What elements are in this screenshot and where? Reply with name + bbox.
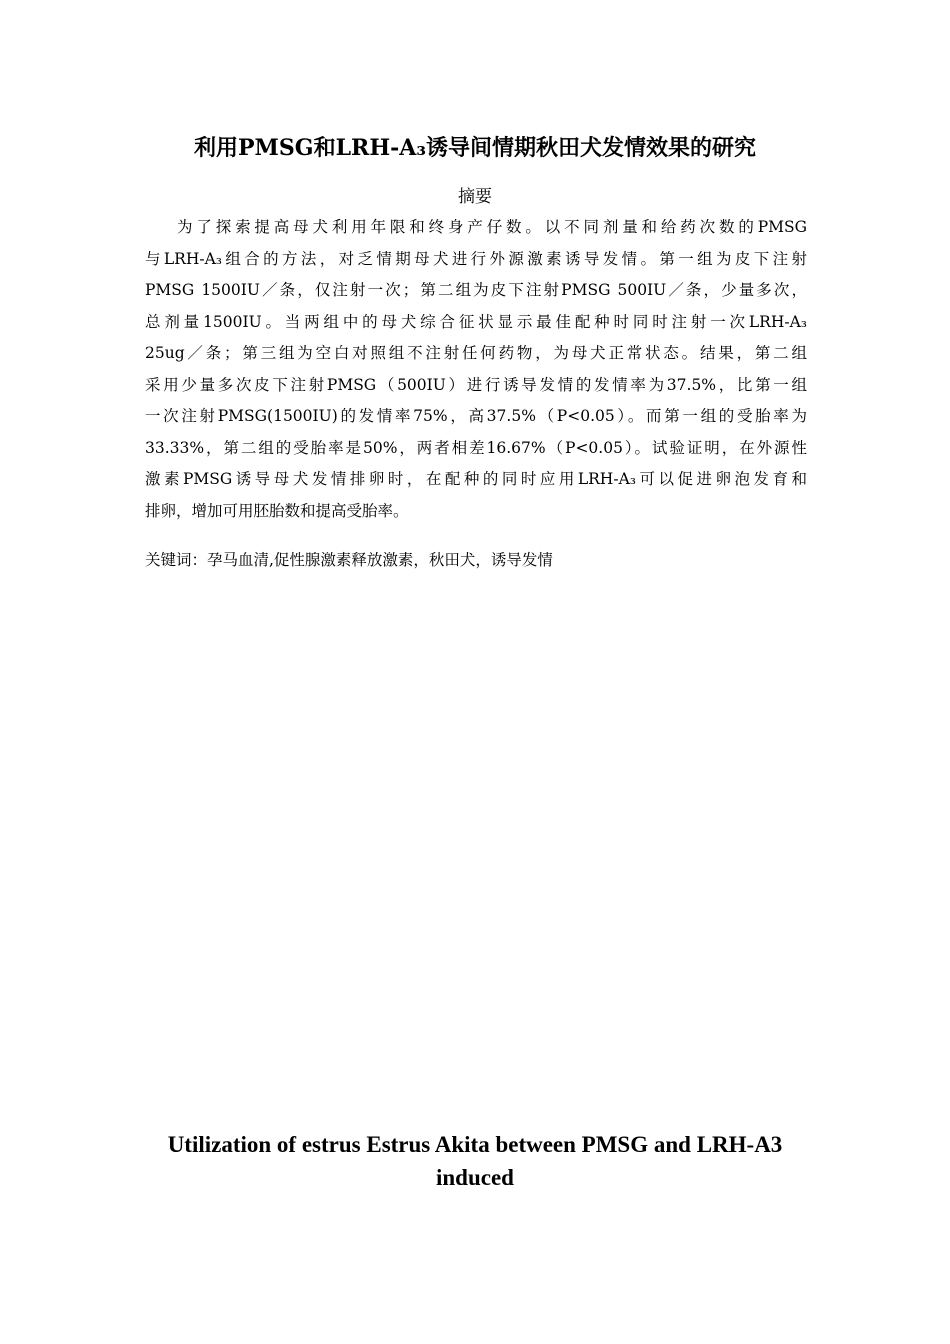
- abstract-line: PMSG 1500IU／条，仅注射一次；第二组为皮下注射PMSG 500IU／条，少量多次，: [145, 281, 807, 299]
- chinese-title: 利用PMSG和LRH-A₃诱导间情期秋田犬发情效果的研究: [194, 135, 756, 161]
- abstract-line: 33.33%，第二组的受胎率是50%，两者相差16.67%（P<0.05）。试验证明，在外源性: [145, 438, 807, 457]
- abstract-heading: 摘要: [458, 187, 492, 207]
- abstract-line: 与LRH-A₃组合的方法，对乏情期母犬进行外源激素诱导发情。第一组为皮下注射: [145, 249, 807, 268]
- english-title-line: induced: [436, 1165, 514, 1190]
- abstract-line: 为了探索提高母犬利用年限和终身产仔数。以不同剂量和给药次数的PMSG: [177, 218, 807, 236]
- abstract-line: 25ug／条；第三组为空白对照组不注射任何药物，为母犬正常状态。结果，第二组: [145, 344, 807, 362]
- english-title: [120, 1128, 830, 1194]
- abstract-line: 激素PMSG诱导母犬发情排卵时，在配种的同时应用LRH-A₃可以促进卵泡发育和: [145, 470, 807, 488]
- keywords-line: 关键词：孕马血清,促性腺激素释放激素，秋田犬，诱导发情: [145, 551, 553, 569]
- abstract-body: [145, 212, 807, 527]
- abstract-line: 采用少量多次皮下注射PMSG（500IU）进行诱导发情的发情率为37.5%，比第一组: [145, 375, 807, 394]
- abstract-line: 排卵，增加可用胚胎数和提高受胎率。: [145, 501, 409, 520]
- abstract-line: 总剂量1500IU。当两组中的母犬综合征状显示最佳配种时同时注射一次LRH-A₃: [145, 312, 807, 331]
- abstract-line: 一次注射PMSG(1500IU)的发情率75%，高37.5%（P<0.05）。而第一组的受胎率为: [145, 407, 807, 425]
- english-title-line: Utilization of estrus Estrus Akita between PMSG and LRH-A3: [167, 1132, 783, 1157]
